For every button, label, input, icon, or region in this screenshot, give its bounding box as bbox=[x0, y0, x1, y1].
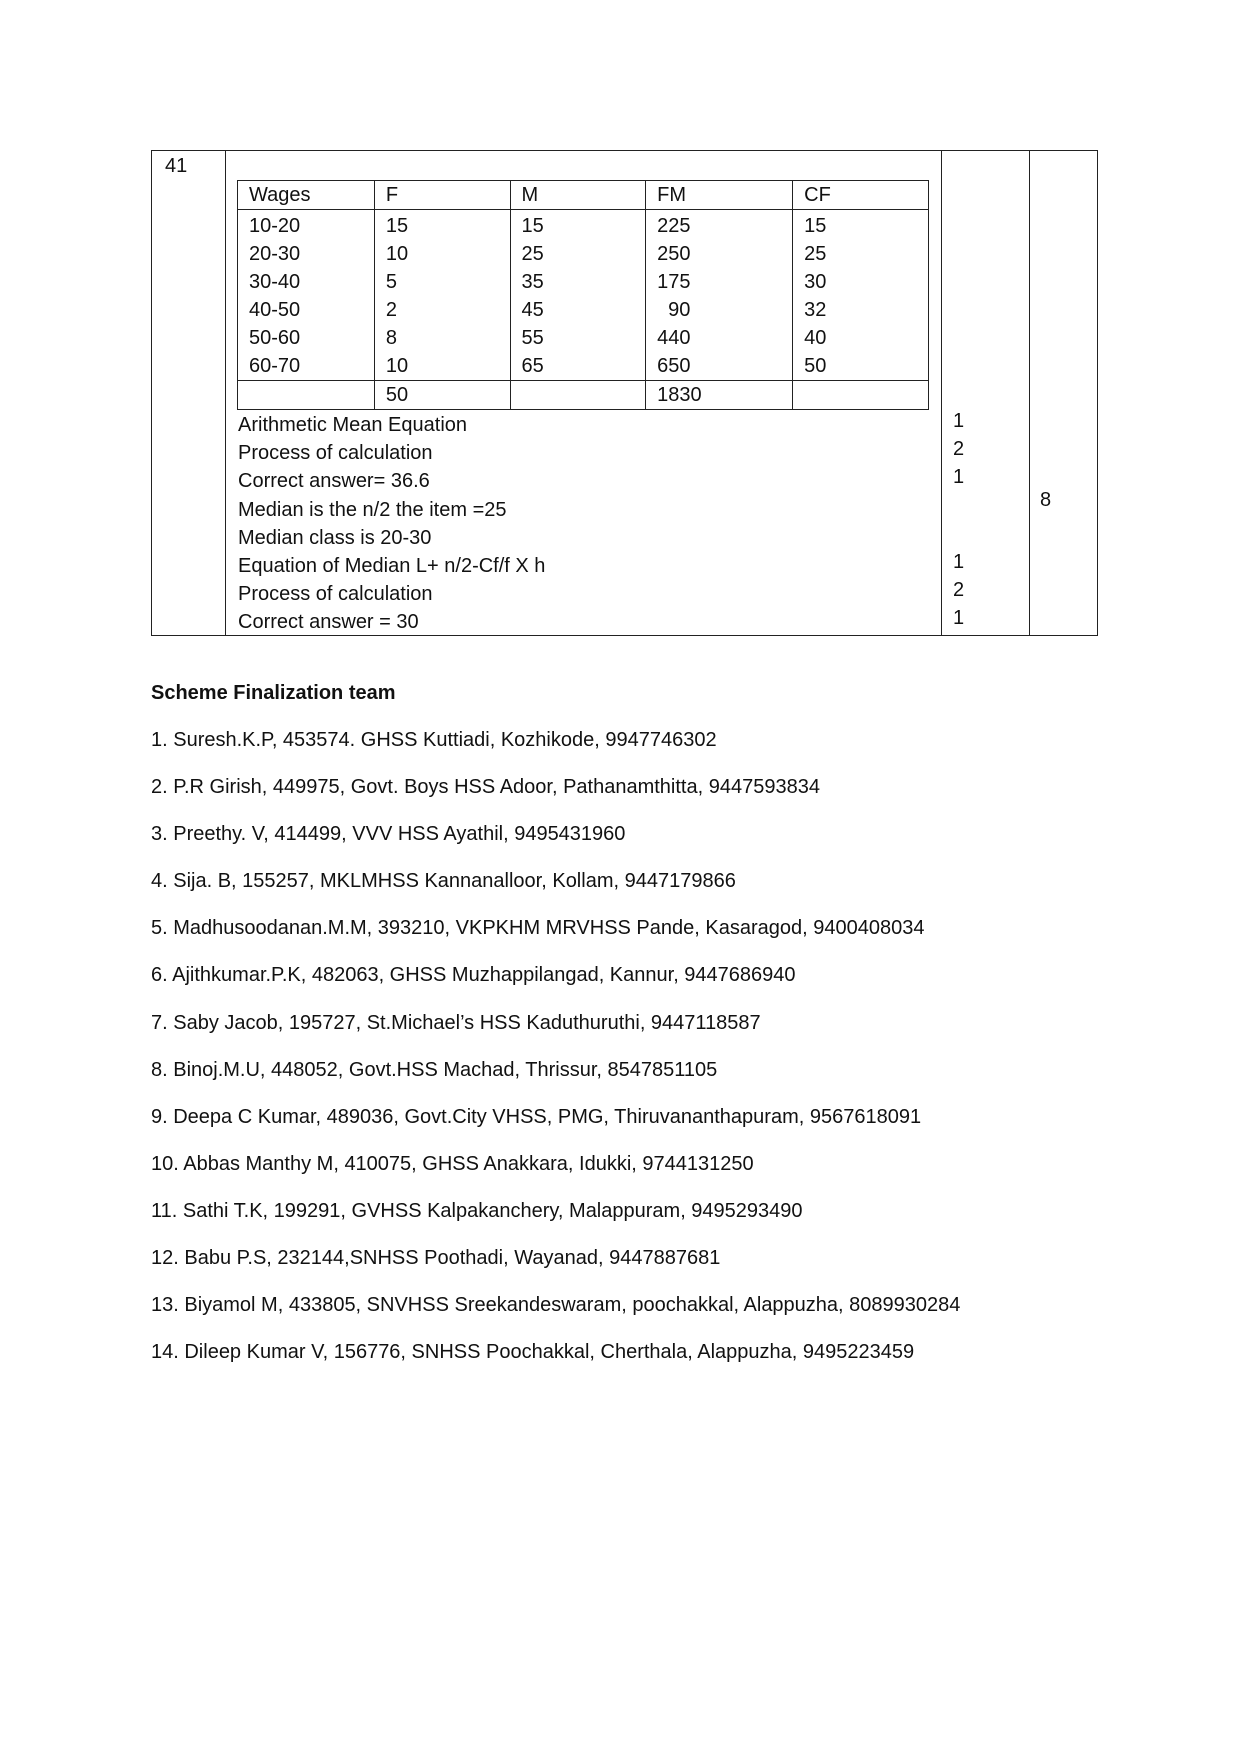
list-item: 10. Abbas Manthy M, 410075, GHSS Anakkara, Idukki, 9744131250 bbox=[151, 1152, 754, 1175]
table-cell: 15 bbox=[793, 210, 929, 241]
team-member-list bbox=[151, 728, 960, 1387]
table-cell: 45 bbox=[510, 296, 646, 324]
table-cell: 25 bbox=[510, 240, 646, 268]
list-item: 3. Preethy. V, 414499, VVV HSS Ayathil, 9495431960 bbox=[151, 823, 626, 846]
mark-value: 1 bbox=[953, 551, 965, 573]
mark-value: 2 bbox=[953, 579, 965, 602]
total-cell bbox=[510, 381, 646, 410]
frequency-table bbox=[237, 180, 929, 410]
table-cell: 15 bbox=[510, 210, 646, 241]
mean-marks bbox=[953, 407, 964, 492]
table-cell: 65 bbox=[510, 352, 646, 381]
list-item: 11. Sathi T.K, 199291, GVHSS Kalpakanchery, Malappuram, 9495293490 bbox=[151, 1199, 803, 1222]
table-cell: 50-60 bbox=[238, 324, 375, 352]
explanation-line: Process of calculation bbox=[238, 583, 433, 606]
list-item: 5. Madhusoodanan.M.M, 393210, VKPKHM MRVHSS Pande, Kasaragod, 9400408034 bbox=[151, 917, 925, 940]
table-cell: 60-70 bbox=[238, 352, 375, 381]
table-cell: 30-40 bbox=[238, 268, 375, 296]
explanation-line: Arithmetic Mean Equation bbox=[238, 414, 468, 436]
header-cell: Wages bbox=[238, 181, 375, 210]
table-cell: 440 bbox=[646, 324, 793, 352]
table-cell: 90 bbox=[646, 296, 793, 324]
table-cell: 2 bbox=[374, 296, 510, 324]
total-cell bbox=[238, 381, 375, 410]
explanation-line: Correct answer= 36.6 bbox=[238, 470, 430, 493]
table-cell: 50 bbox=[793, 352, 929, 381]
explanation-line: Equation of Median L+ n/2-Cf/f X h bbox=[238, 555, 546, 578]
table-row bbox=[238, 324, 929, 352]
table-header-row bbox=[238, 181, 929, 210]
table-row bbox=[238, 210, 929, 241]
list-item: 13. Biyamol M, 433805, SNVHSS Sreekandeswaram, poochakkal, Alappuzha, 8089930284 bbox=[151, 1294, 961, 1317]
header-cell: M bbox=[510, 181, 646, 210]
mark-value: 1 bbox=[953, 466, 965, 489]
table-cell: 40-50 bbox=[238, 296, 375, 324]
explanation-steps bbox=[238, 411, 545, 637]
total-marks-column bbox=[1029, 151, 1099, 635]
total-cell: 50 bbox=[374, 381, 510, 410]
table-cell: 10 bbox=[374, 240, 510, 268]
table-total-row bbox=[238, 381, 929, 410]
table-cell: 15 bbox=[374, 210, 510, 241]
mark-value: 1 bbox=[953, 607, 965, 630]
table-cell: 10-20 bbox=[238, 210, 375, 241]
header-cell: CF bbox=[793, 181, 929, 210]
column-divider bbox=[225, 151, 226, 635]
answer-key-table bbox=[151, 150, 1098, 636]
list-item: 7. Saby Jacob, 195727, St.Michael’s HSS Kaduthuruthi, 9447118587 bbox=[151, 1011, 761, 1034]
list-item: 12. Babu P.S, 232144,SNHSS Poothadi, Wayanad, 9447887681 bbox=[151, 1247, 721, 1270]
total-marks: 8 bbox=[1040, 489, 1052, 511]
explanation-line: Correct answer = 30 bbox=[238, 611, 419, 634]
list-item: 4. Sija. B, 155257, MKLMHSS Kannanalloor, Kollam, 9447179866 bbox=[151, 870, 736, 893]
table-row bbox=[238, 240, 929, 268]
table-row bbox=[238, 296, 929, 324]
explanation-line: Process of calculation bbox=[238, 442, 433, 465]
table-cell: 225 bbox=[646, 210, 793, 241]
table-cell: 35 bbox=[510, 268, 646, 296]
header-cell: F bbox=[374, 181, 510, 210]
team-heading: Scheme Finalization team bbox=[151, 682, 396, 704]
table-cell: 5 bbox=[374, 268, 510, 296]
question-number: 41 bbox=[165, 155, 188, 177]
mark-value: 1 bbox=[953, 410, 965, 432]
table-cell: 175 bbox=[646, 268, 793, 296]
table-cell: 20-30 bbox=[238, 240, 375, 268]
table-cell: 250 bbox=[646, 240, 793, 268]
list-item: 2. P.R Girish, 449975, Govt. Boys HSS Adoor, Pathanamthitta, 9447593834 bbox=[151, 776, 820, 799]
table-cell: 25 bbox=[793, 240, 929, 268]
explanation-line: Median class is 20-30 bbox=[238, 526, 432, 549]
table-cell: 40 bbox=[793, 324, 929, 352]
table-cell: 650 bbox=[646, 352, 793, 381]
explanation-line: Median is the n/2 the item =25 bbox=[238, 498, 507, 521]
median-marks bbox=[953, 548, 964, 633]
list-item: 6. Ajithkumar.P.K, 482063, GHSS Muzhappilangad, Kannur, 9447686940 bbox=[151, 964, 796, 987]
table-cell: 10 bbox=[374, 352, 510, 381]
step-marks-column bbox=[941, 151, 1029, 635]
list-item: 8. Binoj.M.U, 448052, Govt.HSS Machad, Thrissur, 8547851105 bbox=[151, 1058, 718, 1081]
table-cell: 32 bbox=[793, 296, 929, 324]
total-cell bbox=[793, 381, 929, 410]
total-cell: 1830 bbox=[646, 381, 793, 410]
list-item: 1. Suresh.K.P, 453574. GHSS Kuttiadi, Kozhikode, 9947746302 bbox=[151, 729, 717, 751]
header-cell: FM bbox=[646, 181, 793, 210]
table-row bbox=[238, 352, 929, 381]
table-cell: 30 bbox=[793, 268, 929, 296]
table-cell: 55 bbox=[510, 324, 646, 352]
list-item: 9. Deepa C Kumar, 489036, Govt.City VHSS, PMG, Thiruvananthapuram, 9567618091 bbox=[151, 1105, 922, 1128]
mark-value: 2 bbox=[953, 438, 965, 461]
list-item: 14. Dileep Kumar V, 156776, SNHSS Poochakkal, Cherthala, Alappuzha, 9495223459 bbox=[151, 1341, 915, 1364]
table-row bbox=[238, 268, 929, 296]
table-cell: 8 bbox=[374, 324, 510, 352]
